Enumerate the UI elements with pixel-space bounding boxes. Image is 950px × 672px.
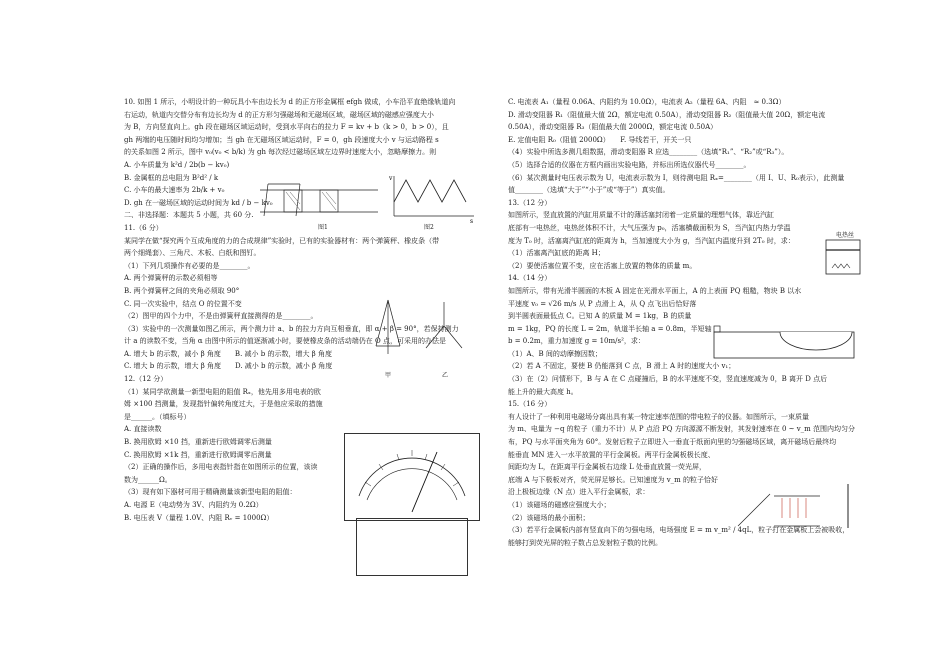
left_column-line: C. 换用欧姆 ×1k 挡，重新进行欧姆调零后测量 [124, 450, 272, 459]
right_column-line: 15.（16 分） [508, 400, 552, 409]
left_column-line: B. 金属框的总电阻为 B²d² / k [124, 173, 219, 182]
right_column-line: 平速度 v₀ = √26 m/s 从 P 点滑上 A，从 Q 点飞出后恰好落 [508, 299, 697, 308]
left_column-line: C. 小车的最大速率为 2b/k + v₀ [124, 186, 225, 195]
axis-v-label: v [389, 175, 393, 182]
left_column-line: A. 小车质量为 k²d / 2b(b − kv₀) [124, 160, 230, 169]
figure-2-graph [388, 172, 478, 224]
left_column-line: 11.（6 分） [124, 223, 163, 232]
right_column-line: （3）在（2）问情形下，B 与 A 在 C 点碰撞后，B 的水平速度不变，竖直速度减为 0，B 离开 D 点后 [508, 375, 828, 384]
right_column-line: 到半圆表面最低点 C。已知 A 的质量 M = 1kg，B 的质量 [508, 312, 692, 321]
left_column-line: （1）下列几项操作有必要的是________。 [124, 261, 255, 270]
right_column-line: 0.50A），滑动变阻器 R₃（阻值最大值 2000Ω，额定电流 0.50A） [508, 123, 718, 132]
left_column-line: D. gh 在一磁场区域的运动时间为 kd / b − kv₀ [124, 198, 273, 207]
right_column-line: E. 定值电阻 R₀（阻值 2000Ω） F. 导线若干，开关一只 [508, 135, 692, 144]
right_column-line: 间距均为 L，在距离平行金属板右边缘 L 处垂直放置一荧光屏， [508, 463, 706, 472]
right_column-line: 13.（12 分） [508, 198, 552, 207]
right_column-line: 有人设计了一种利用电磁场分离出具有某一特定速率范围的带电粒子的仪器。如图所示，一束质量 [508, 412, 809, 421]
left_column-line: 数为______Ω。 [124, 475, 172, 484]
right_column-line: （4）实验中所选多测几组数据，滑动变阻器 R 应选________（选填“R₁”、“R₂”或“R₃”）。 [508, 148, 789, 157]
left_column-line: 某同学在做“探究两个互成角度的力的合成规律”实验时，已有的实验器材有：两个弹簧秤、橡皮条（带 [124, 236, 440, 245]
left_column-line: （1）某同学欲测量一新型电阻的阻值 Rₓ，他先用多用电表的欧 [124, 387, 321, 396]
right_column-line: m = 1kg，PQ 的长度 L = 2m，轨道半长轴 a = 0.8m，半短轴 [508, 324, 712, 333]
left_column-line: gh 两端的电压随时间均匀增加；当 gh 在无磁场区域运动时，F = 0，gh 段速度大小 v 与运动路程 s [124, 135, 439, 144]
left_column-line: A. 增大 b 的示数，减小 β 角度 B. 减小 b 的示数，增大 β 角度 [124, 349, 332, 358]
left_column-line: 右运动，轨道内交替分布有边长均为 d 的正方形匀强磁场和无磁场区域，磁场区域的磁感应强度大小 [124, 110, 434, 119]
right_column-line: 如图所示，带有光滑半圆面的木板 A 固定在光滑水平面上，A 的上表面 PQ 粗糙，物块 B 以水 [508, 286, 802, 295]
figure-15-separator [730, 484, 860, 534]
right_column-line: 能垂直 MN 进入一水平放置的平行金属板。两平行金属板极长度、 [508, 450, 715, 459]
right-column [508, 96, 878, 549]
figure-14-board [710, 324, 860, 364]
multimeter-body [356, 518, 468, 576]
right_column-line: C. 电流表 A₁（量程 0.06A、内阻约为 10.0Ω），电流表 A₂（量程 6A、内阻 ≈ 0.3Ω） [508, 98, 786, 106]
right_column-line: 值________（选填“大于”“小于”或“等于”）真实值。 [508, 186, 670, 195]
axis-s-label: s [470, 218, 474, 224]
left_column-line: 的关系如图 2 所示，图中 v₀(v₀ < b/k) 为 gh 每次经过磁场区域左边界时速度大小，忽略摩擦力。则 [124, 148, 437, 157]
left_column-line: 两个细绳套）、三角尺、木板、白纸和图钉。 [124, 249, 261, 258]
right_column-line: 为 m、电量为 −q 的粒子（重力不计）从 P 点沿 PQ 方向源源不断发射，其发射速率在 0 ~ v_m 范围内均匀分 [508, 425, 856, 434]
left_column-line: A. 电源 E（电动势为 3V、内阻约为 0.2Ω） [124, 501, 263, 509]
right_column-line: 沿上极板边缘（N 点）进入平行金属板，求： [508, 488, 650, 497]
left_column-line: B. 电压表 V（量程 1.0V、内阻 Rᵥ = 1000Ω） [124, 513, 274, 522]
right_column-line: b = 0.2m，重力加速度 g = 10m/s²，求： [508, 337, 645, 346]
figure-13-cylinder [822, 236, 866, 280]
left_column-line: 10. 如图 1 所示，小明设计的一种玩具小车由边长为 d 的正方形金属框 efgh 做成，小车沿平直绝缘轨道向 [124, 98, 456, 106]
right_column-line: 能上升的最大高度 h。 [508, 387, 578, 396]
right_column-line: 14.（14 分） [508, 274, 552, 283]
right_column-line: （2）要使活塞位置不变，应在活塞上放置的物体的质量 m。 [508, 261, 697, 270]
left_column-line: C. 增大 b 的示数，增大 β 角度 D. 减小 b 的示数，减小 β 角度 [124, 362, 333, 371]
right_column-line: 布，PQ 与水平面夹角为 60°。发射后粒子立即进入一垂直于纸面向里的匀强磁场区域，离开磁场后最终均 [508, 438, 837, 447]
right_column-line: （1）活塞离汽缸底的距离 H； [508, 249, 605, 258]
right_column-line: （3）若平行金属板内部有竖直向下的匀强电场，电场强度 E = m v_m² / 4qL，粒子打在金属板上会被吸收， [508, 526, 850, 535]
right_column-line: （5）选择合适的仪器在方框内画出实验电路，并标出所选仪器代号________。 [508, 160, 751, 169]
left_column-line: B. 换用欧姆 ×10 挡，重新进行欧姆调零后测量 [124, 438, 272, 447]
left_column-line: 是______。（填标号） [124, 412, 191, 421]
right_column-line: D. 滑动变阻器 R₁（阻值最大值 2Ω，额定电流 0.50A），滑动变阻器 R₂（阻值最大值 20Ω，额定电流 [508, 110, 826, 119]
left_column-line: 计 a 的读数不变，当角 α 由图中所示的值逐渐减小时，要使橡皮条的活动端仍在 O 点，可采用的办法是 [124, 337, 446, 346]
left_column-line: 12.（12 分） [124, 375, 168, 384]
figure-jia-label: 甲 [385, 372, 392, 379]
figure-11-forces [366, 296, 474, 368]
left_column-line: （3）实验中的一次测量如图乙所示，两个测力计 a、b 的拉力方向互相垂直，即 α + β = 90°，若保持测力 [124, 324, 459, 333]
left_column-line: 为 B，方向竖直向上。gh 段在磁场区域运动时，受到水平向右的拉力 F = kv + b（k > 0，b > 0），且 [124, 123, 449, 132]
figure-2-label: 图2 [424, 224, 434, 231]
left_column-line: （2）图甲的四个力中，不是由弹簧秤直接测得的是________。 [124, 312, 318, 321]
right_column-line: （2）若 A 不固定，要使 B 仍能落到 C 点，B 滑上 A 时的速度大小 v₁； [508, 362, 736, 371]
right_column-line: 度为 T₀ 时，活塞离汽缸底的距离为 h，当加速度大小为 g，当汽缸内温度升到 2T₀ 时，求： [508, 236, 795, 245]
left_column-line: C. 同一次实验中，结点 O 的位置不变 [124, 299, 242, 308]
right_column-line: （1）A、B 间的动摩擦因数； [508, 349, 602, 358]
left_column-line: B. 两个弹簧秤之间的夹角必须取 90° [124, 286, 240, 295]
right_column-line: （1）该磁场的磁感应强度大小； [508, 501, 611, 509]
right_column-line: （2）该磁场的最小面积； [508, 513, 590, 522]
left_column-line: 姆 ×100 挡测量，发现指针偏转角度过大，于是他应采取的措施 [124, 400, 323, 409]
left_column-line: （2）正确的操作后，多用电表指针指在如图所示的位置，该读 [124, 463, 318, 472]
right_column-line: （6）某次测量时电压表示数为 U，电流表示数为 I，则待测电阻 Rₓ=________（用 I、U、R₀表示），此测量 [508, 173, 845, 182]
left_column-line: （3）现有如下器材可用于精确测量该新型电阻的阻值： [124, 488, 297, 497]
right_column-line: 能够打到荧光屏的粒子数占总发射粒子数的比例。 [508, 538, 662, 547]
left_column-line: A. 直接读数 [124, 425, 162, 434]
figure-yi-label: 乙 [442, 372, 449, 379]
multimeter-scale [345, 434, 479, 520]
multimeter-dial [344, 433, 480, 521]
left_column-line: 二、非选择题：本题共 5 小题，共 60 分. [124, 211, 254, 220]
right_column-line: 如图所示，竖直放置的汽缸用质量不计的薄活塞封闭着一定质量的理想气体，靠近汽缸 [508, 211, 774, 220]
figure-1-label: 图1 [318, 224, 328, 231]
right_column-line: 底部有一电热丝，电热丝体积不计，大气压强为 p₀，活塞横截面积为 S，当汽缸内热力学温 [508, 223, 791, 232]
right_column-line: 底端 A 与下极板对齐，荧光屏足够长。已知速度为 v_m 的粒子恰好 [508, 475, 719, 484]
left_column-line: A. 两个弹簧秤的示数必须相等 [124, 274, 218, 283]
figure-13-label: 电热丝 [836, 232, 855, 239]
